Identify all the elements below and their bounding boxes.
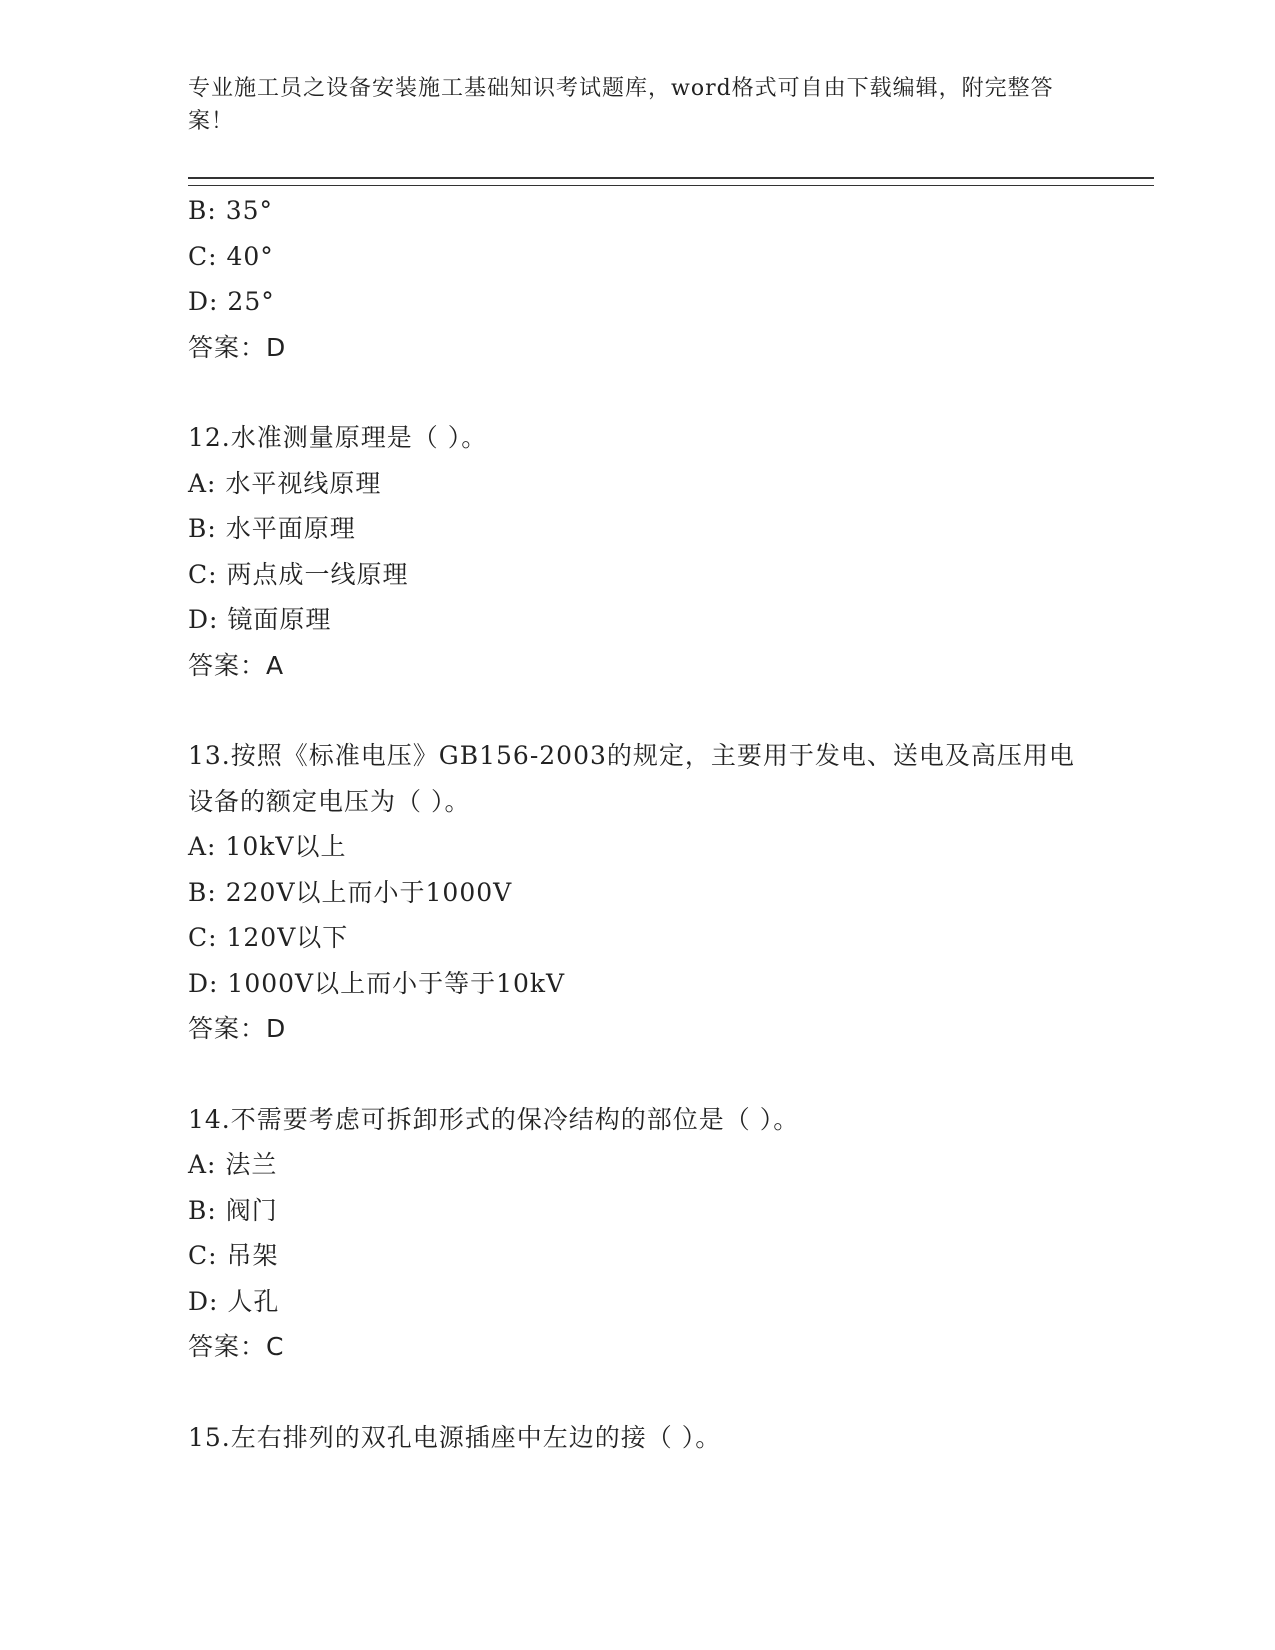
answer-line: 答案：C [188,1332,285,1361]
option-b: B: 220V以上而小于1000V [188,877,513,907]
question-14 [188,1097,1088,1370]
option-d: D: 镜面原理 [188,605,332,634]
option-d: D: 人孔 [188,1286,280,1316]
option-a: A: 水平视线原理 [188,468,382,498]
option-c: C: 40° [188,241,274,271]
option-b: B: 35° [188,196,274,225]
answer-line: 答案：D [188,1014,287,1043]
question-text: 13.按照《标准电压》GB156-2003的规定，主要用于发电、送电及高压用电设备的额定电压为（ ）。 [188,741,1075,816]
answer-line: 答案：D [188,332,287,362]
document-header [188,72,1068,138]
option-d: D: 1000V以上而小于等于10kV [188,968,566,998]
option-b: B: 水平面原理 [188,514,356,543]
option-d: D: 25° [188,287,275,316]
question-text: 12.水准测量原理是（ ）。 [188,423,488,452]
question-text: 15.左右排列的双孔电源插座中左边的接（ ）。 [188,1422,722,1452]
question-text: 14.不需要考虑可拆卸形式的保冷结构的部位是（ ）。 [188,1104,800,1134]
option-c: C: 两点成一线原理 [188,559,409,589]
option-b: B: 阀门 [188,1195,278,1225]
header-divider [188,177,1154,186]
option-c: C: 120V以下 [188,923,349,952]
option-a: A: 10kV以上 [188,832,347,861]
header-title: 专业施工员之设备安装施工基础知识考试题库，word格式可自由下载编辑，附完整答案！ [188,76,1054,134]
option-c: C: 吊架 [188,1241,279,1270]
document-body [188,188,1088,1460]
answer-line: 答案：A [188,650,285,680]
option-a: A: 法兰 [188,1150,278,1179]
question-15 [188,1415,1088,1461]
question-13 [188,733,1088,1052]
question-12 [188,415,1088,688]
partial-question [188,188,1088,370]
